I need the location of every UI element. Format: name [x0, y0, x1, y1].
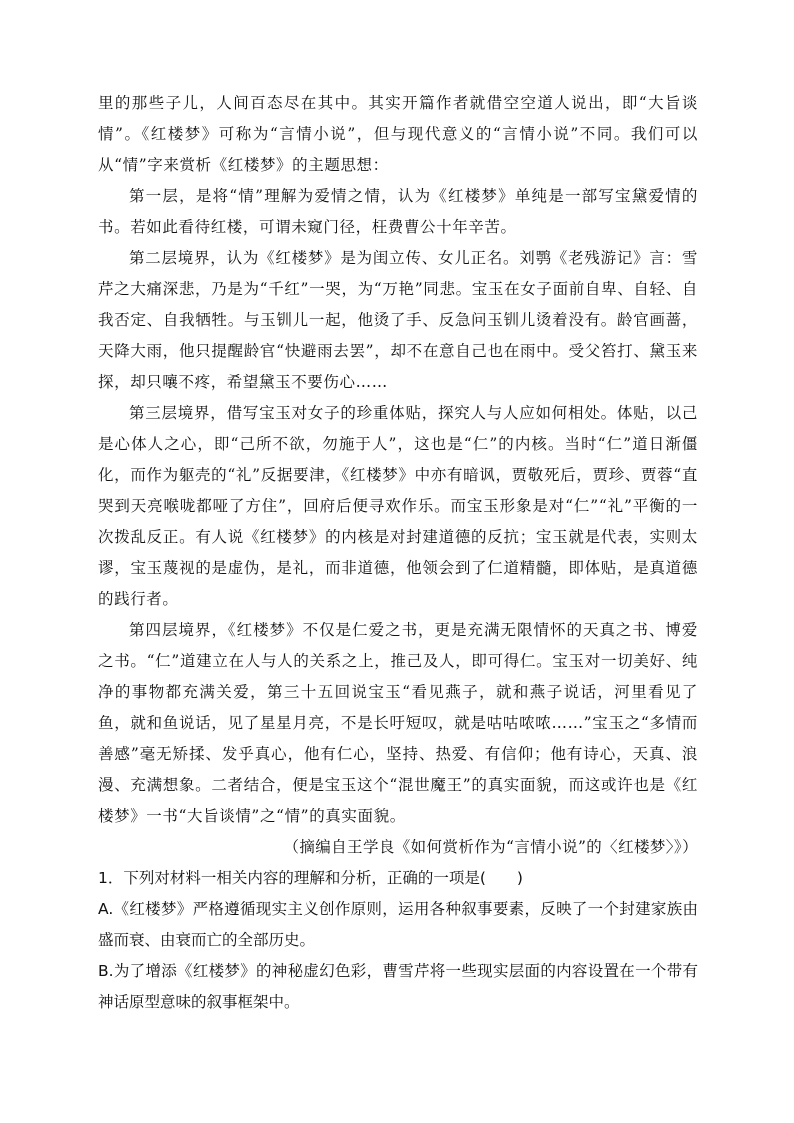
- question-1-option-a: A.《红楼梦》严格遵循现实主义创作原则，运用各种叙事要素，反映了一个封建家族由盛而衰、由衰而亡的全部历史。: [98, 900, 698, 949]
- passage-paragraph-first-level: 第一层，是将“情”理解为爱情之情，认为《红楼梦》单纯是一部写宝黛爱情的书。若如此看待红楼，可谓未窥门径，枉费曹公十年辛苦。: [98, 187, 698, 236]
- passage-paragraph-third-level: 第三层境界，借写宝玉对女子的珍重体贴，探究人与人应如何相处。体贴，以己是心体人之心，即“己所不欲，勿施于人”，这也是“仁”的内核。当时“仁”道日渐僵化，而作为躯壳的“礼”反据要津，《红楼梦》中亦有暗讽，贾敬死后，贾珍、贾蓉“直哭到天亮喉咙都哑了方住”，回府后便寻欢作乐。而宝玉形象是对“仁”“礼”平衡的一次拨乱反正。有人说《红楼梦》的内核是对封建道德的反抗；宝玉就是代表，实则太谬，宝玉蔑视的是虚伪，是礼，而非道德，他领会到了仁道精髓，即体贴，是真道德的践行者。: [98, 404, 698, 608]
- question-1-option-b: B.为了增添《红楼梦》的神秘虚幻色彩，曹雪芹将一些现实层面的内容设置在一个带有神话原型意味的叙事框架中。: [98, 962, 698, 1011]
- question-1-stem: 1．下列对材料一相关内容的理解和分析，正确的一项是( ): [98, 869, 523, 887]
- passage-paragraph-fourth-level: 第四层境界，《红楼梦》不仅是仁爱之书，更是充满无限情怀的天真之书、博爱之书。“仁”道建立在人与人的关系之上，推己及人，即可得仁。宝玉对一切美好、纯净的事物都充满关爱，第三十五回说宝玉“看见燕子，就和燕子说话，河里看见了鱼，就和鱼说话，见了星星月亮，不是长吁短叹，就是咕咕哝哝……”宝玉之“多情而善感”毫无矫揉、发乎真心，他有仁心，坚持、热爱、有信仰；他有诗心，天真、浪漫、充满想象。二者结合，便是宝玉这个“混世魔王”的真实面貌，而这或许也是《红楼梦》一书“大旨谈情”之“情”的真实面貌。: [98, 621, 698, 825]
- passage-paragraph-continued: 里的那些子儿，人间百态尽在其中。其实开篇作者就借空空道人说出，即“大旨谈情”。《红楼梦》可称为“言情小说”，但与现代意义的“言情小说”不同。我们可以从“情”字来赏析《红楼梦》的主题思想：: [98, 94, 698, 174]
- passage-paragraph-second-level: 第二层境界，认为《红楼梦》是为闺立传、女儿正名。刘鹗《老残游记》言：雪芹之大痛深悲，乃是为“千红”一哭，为“万艳”同悲。宝玉在女子面前自卑、自轻、自我否定、自我牺牲。与玉钏儿一起，他烫了手、反急问玉钏儿烫着没有。龄官画蔷，天降大雨，他只提醒龄官“快避雨去罢”，却不在意自己也在雨中。受父笞打、黛玉来探，却只嚷不疼，希望黛玉不要伤心……: [98, 249, 698, 391]
- document-page: [98, 88, 698, 1018]
- passage-source-citation: （摘编自王学良《如何赏析作为“言情小说”的〈红楼梦〉》）: [283, 838, 698, 856]
